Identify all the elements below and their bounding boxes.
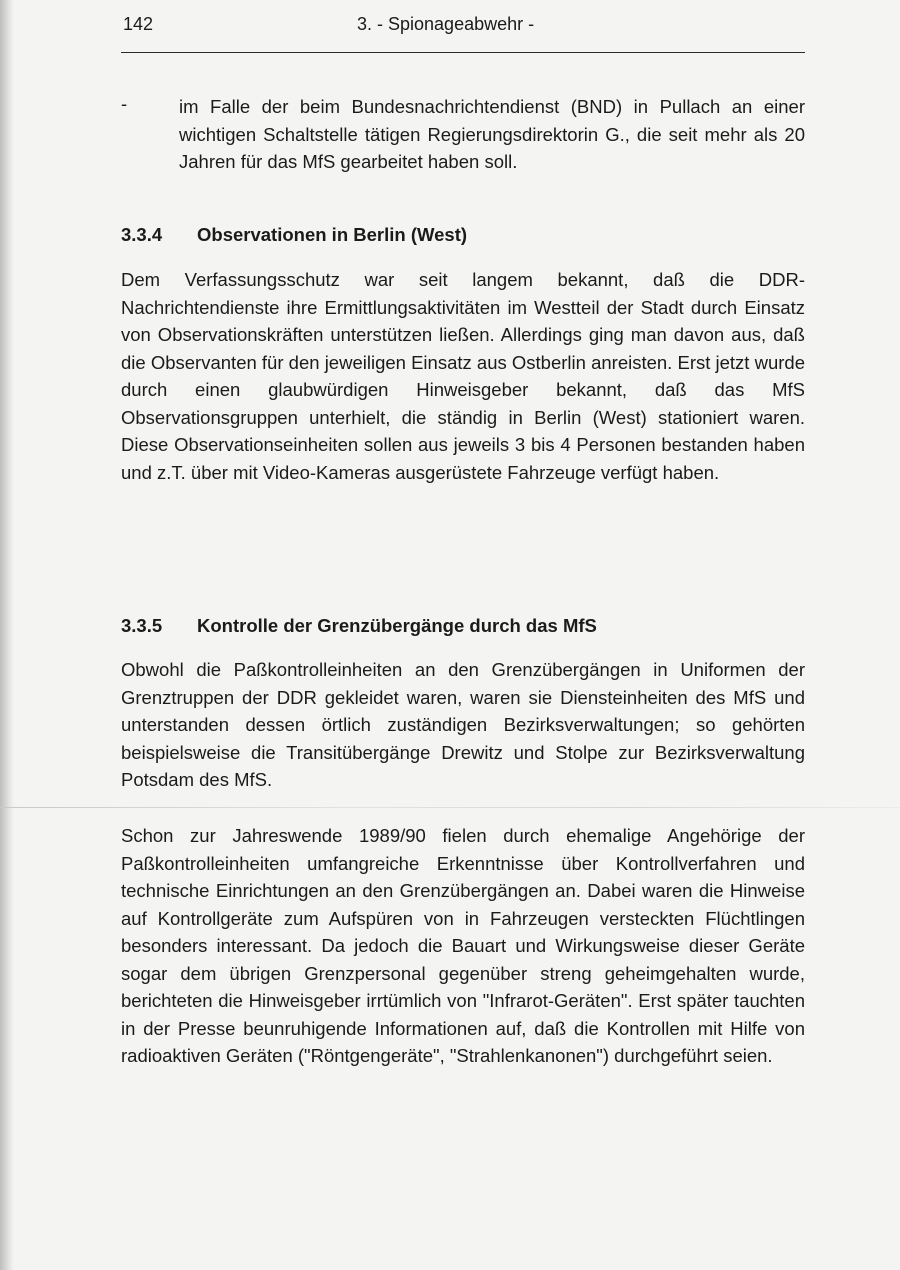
paragraph: Dem Verfassungsschutz war seit langem bekannt, daß die DDR-Nachrichtendienste ihre Ermittlungsaktivitäten im Westteil der Stadt durch Einsatz von Observationskräften unterstützen ließen. Allerdings ging man davon aus, daß die Observanten für den jeweiligen Einsatz aus Ostberlin anreisten. Erst jetzt wurde durch einen glaubwürdigen Hinweisgeber bekannt, daß das MfS Observationsgruppen unterhielt, die ständig in Berlin (West) stationiert waren. Diese Observationseinheiten sollen aus jeweils 3 bis 4 Personen bestanden haben und z.T. über mit Video-Kameras ausgerüstete Fahrzeuge verfügt haben. <box>121 269 805 483</box>
page-binding-edge <box>0 0 14 1270</box>
paragraph: Schon zur Jahreswende 1989/90 fielen durch ehemalige Angehörige der Paßkontrolleinheiten umfangreiche Erkenntnisse über Kontrollverfahren und technische Einrichtungen an den Grenzübergängen an. Dabei waren die Hinweise auf Kontrollgeräte zum Aufspüren von in Fahrzeugen versteckten Flüchtlingen besonders interessant. Da jedoch die Bauart und Wirkungsweise dieser Geräte sogar dem übrigen Grenzpersonal gegenüber streng geheimgehalten wurde, berichteten die Hinweisgeber irrtümlich von "Infrarot-Geräten". Erst später tauchten in der Presse beunruhigende Informationen auf, daß die Kontrollen mit Hilfe von radioaktiven Geräten ("Röntgengeräte", "Strahlenkanonen") durchgeführt seien. <box>121 825 805 1066</box>
section-title: Observationen in Berlin (West) <box>197 224 468 245</box>
section-heading-3-3-4 <box>121 224 467 246</box>
section-number: 3.3.5 <box>121 615 163 636</box>
header-rule <box>121 52 805 53</box>
running-title: 3. - Spionageabwehr - <box>357 14 535 34</box>
bullet-dash: - <box>121 93 128 114</box>
page-number: 142 <box>123 14 154 34</box>
scan-fold-line <box>0 807 900 808</box>
section-number: 3.3.4 <box>121 224 163 245</box>
section-heading-3-3-5 <box>121 615 597 637</box>
paragraph: Obwohl die Paßkontrolleinheiten an den Grenzübergängen in Uniformen der Grenztruppen der DDR gekleidet waren, waren sie Diensteinheiten des MfS und unterstanden dessen örtlich zuständigen Bezirksverwaltungen; so gehörten beispielsweise die Transitübergänge Drewitz und Stolpe zur Bezirksverwaltung Potsdam des MfS. <box>121 659 805 790</box>
bullet-item <box>121 93 805 176</box>
bullet-text: im Falle der beim Bundesnachrichtendienst (BND) in Pullach an einer wichtigen Schaltstelle tätigen Regierungsdirektorin G., die seit mehr als 20 Jahren für das MfS gearbeitet haben soll. <box>179 96 805 172</box>
section-title: Kontrolle der Grenzübergänge durch das MfS <box>197 615 597 636</box>
page-header <box>121 14 805 38</box>
